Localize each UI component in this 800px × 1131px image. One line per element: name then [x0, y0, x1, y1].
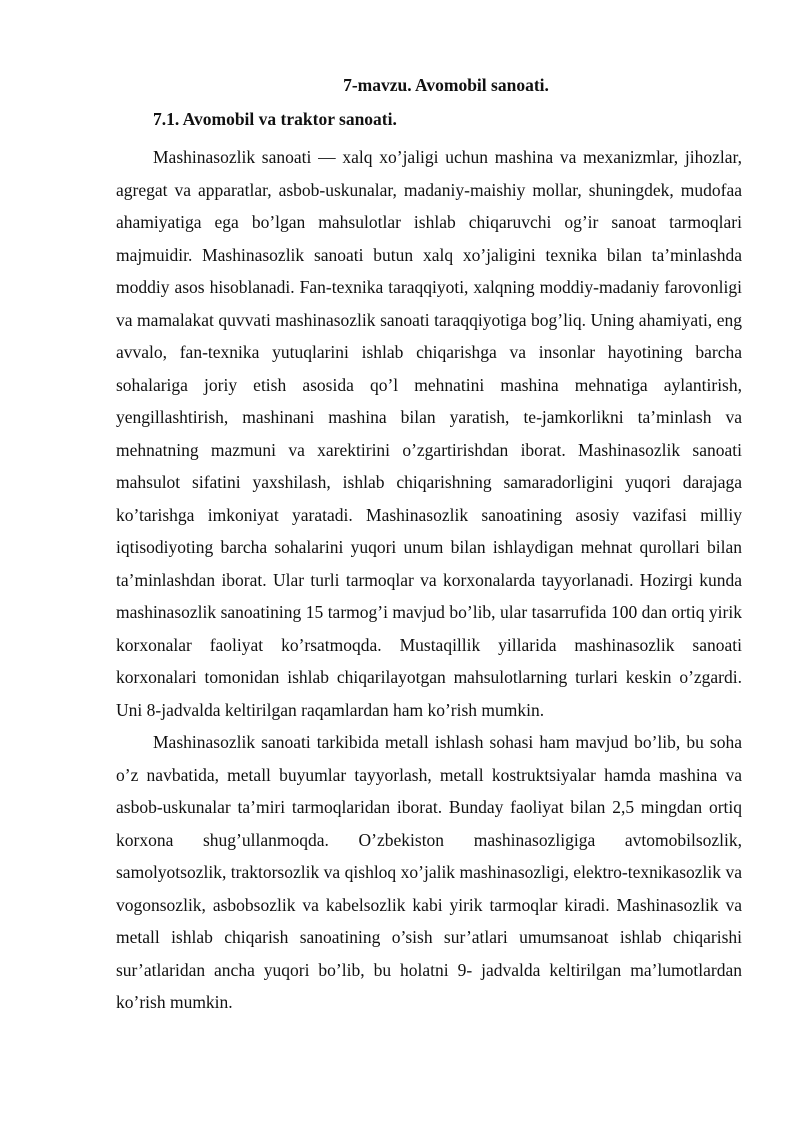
document-title: 7-mavzu. Avomobil sanoati.: [343, 75, 549, 95]
paragraph-2: Mashinasozlik sanoati tarkibida metall ishlash sohasi ham mavjud bo’lib, bu soha o’z navbatida, metall buyumlar tayyorlash, metall kostruktsiyalar hamda mashina va asbob-uskunalar ta’miri tarmoqlaridan iborat. Bunday faoliyat bilan 2,5 mingdan ortiq korxona shug’ullanmoqda. O’zbekiston mashinasozligiga avtomobilsozlik, samolyotsozlik, traktorsozlik va qishloq xo’jalik mashinasozligi, elektro-texnikasozlik va vogonsozlik, asbobsozlik va kabelsozlik kabi yirik tarmoqlar kiradi. Mashinasozlik va metall ishlab chiqarish sanoatining o’sish sur’atlari umumsanoat ishlab chiqarishi sur’atlaridan ancha yuqori bo’lib, bu holatni 9- jadvalda keltirilgan ma’lumotlardan ko’rish mumkin.: [116, 732, 742, 1012]
section-heading: 7.1. Avomobil va traktor sanoati.: [153, 109, 397, 129]
paragraph-1: Mashinasozlik sanoati — xalq xo’jaligi uchun mashina va mexanizmlar, jihozlar, agregat va apparatlar, asbob-uskunalar, madaniy-maishiy mollar, shuningdek, mudofaa ahamiyatiga ega bo’lgan mahsulotlar ishlab chiqaruvchi og’ir sanoat tarmoqlari majmuidir. Mashinasozlik sanoati butun xalq xo’jaligini texnika bilan ta’minlashda moddiy asos hisoblanadi. Fan-texnika taraqqiyoti, xalqning moddiy-madaniy farovonligi va mamalakat quvvati mashinasozlik sanoati taraqqiyotiga bog’liq. Uning ahamiyati, eng avvalo, fan-texnika yutuqlarini ishlab chiqarishga va insonlar hayotining barcha sohalariga joriy etish asosida qo’l mehnatini mashina mehnatiga aylantirish, yengillashtirish, mashinani mashina bilan yaratish, te-jamkorlikni ta’minlash va mehnatning mazmuni va xarektirini o’zgartirishdan iborat. Mashinasozlik sanoati mahsulot sifatini yaxshilash, ishlab chiqarishning samaradorligini yuqori darajaga ko’tarishga imkoniyat yaratadi. Mashinasozlik sanoatining asosiy vazifasi milliy iqtisodiyoting barcha sohalarini yuqori unum bilan ishlaydigan mehnat qurollari bilan ta’minlashdan iborat. Ular turli tarmoqlar va korxonalarda tayyorlanadi. Hozirgi kunda mashinasozlik sanoatining 15 tarmog’i mavjud bo’lib, ular tasarrufida 100 dan ortiq yirik korxonalar faoliyat ko’rsatmoqda. Mustaqillik yillarida mashinasozlik sanoati korxonalari tomonidan ishlab chiqarilayotgan mahsulotlarning turlari keskin o’zgardi. Uni 8-jadvalda keltirilgan raqamlardan ham ko’rish mumkin.: [116, 147, 742, 720]
body-text: [116, 141, 742, 1019]
